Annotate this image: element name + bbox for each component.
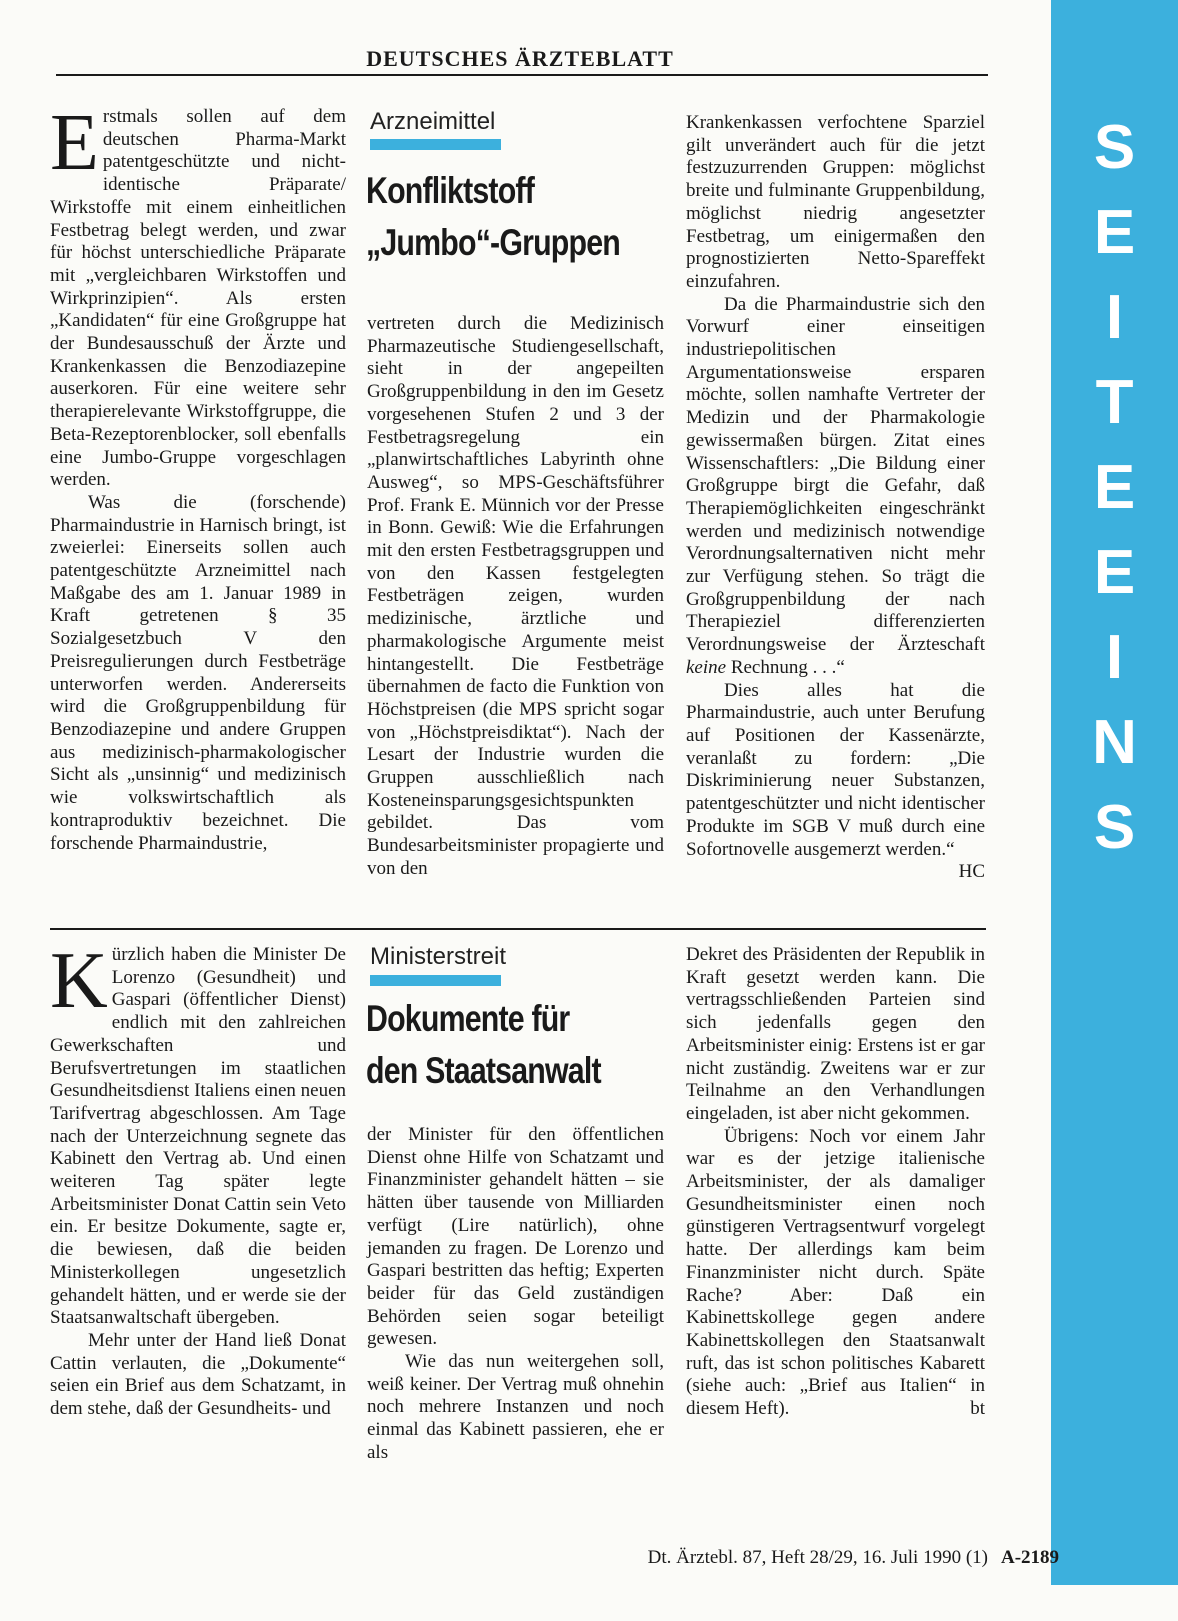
header-rule — [56, 74, 988, 76]
article1-paragraph: rstmals sollen auf dem deutschen Pharma-Markt patentgeschützte und nicht-identische Präparate/ Wirkstoffe mit einem einheitlichen Festbetrag belegt werden, und zwar für höchst unterschiedliche Präparate mit „vergleichbaren Wirkstoffen und Wirkprinzipien“. Als ersten „Kandidaten“ für eine Großgruppe hat der Bundesausschuß der Ärzte und Krankenkassen die Benzodiazepine auserkoren. Für eine weitere sehr therapierelevante Wirkstoffgruppe, die Beta-Rezeptorenblocker, soll ebenfalls eine Jumbo-Gruppe vorgeschlagen werden. — [50, 106, 346, 491]
emphasis: keine — [686, 656, 727, 678]
dropcap: K — [50, 937, 108, 1025]
article1-paragraph: vertreten durch die Medizinisch Pharmazeutische Studiengesellschaft, sieht in der angepeilten Großgruppenbildung in den im Gesetz vorgesehenen Stufen 2 und 3 der Festbetragsregelung ein „planwirtschaftliches Labyrinth ohne Ausweg“, so MPS-Geschäftsführer Prof. Frank E. Münnich vor der Presse in Bonn. Gewiß: Wie die Erfahrungen mit den ersten Festbetragsgruppen und von den Kassen festgelegten Festbeträgen zeigen, wurden medizinische, ärztliche und pharmakologische Argumente meist hintangestellt. Die Festbeträge übernahmen de facto die Funktion von Höchstpreisen (die MPS spricht sogar von „Höchstpreisdiktat“). Nach der Lesart der Industrie wurden die Gruppen ausschließlich nach Kosteneinsparungsgesichtspunkten gebildet. Das vom Bundesarbeitsminister propagierte und von den — [367, 313, 664, 879]
article2-paragraph: Mehr unter der Hand ließ Donat Cattin verlauten, die „Dokumente“ seien ein Brief aus dem Schatzamt, in dem stehe, daß der Gesundheits- und — [50, 1329, 346, 1420]
sidebar-letter: T — [1095, 368, 1134, 437]
sidebar-letter: E — [1093, 538, 1136, 607]
article2-paragraph: ürzlich haben die Minister De Lorenzo (Gesundheit) und Gaspari (öffentlicher Dienst) endlich mit den zahlreichen Gewerkschaften und Berufsvertretungen im staatlichen Gesundheitsdienst Italiens einen neuen Tarifvertrag abgeschlossen. Am Tage nach der Unterzeichnung segnete das Kabinett den Vertrag ab. Und einen weiteren Tag später legte Arbeitsminister Donat Cattin sein Veto ein. Er besitze Dokumente, sagte er, die bewiesen, daß die beiden Ministerkollegen ungesetzlich gehandelt hätten, und er werde sie der Staatsanwaltschaft übergeben. — [50, 944, 347, 1329]
article1-column2 — [367, 313, 664, 881]
page-number: A-2189 — [1001, 1547, 1060, 1568]
article2-paragraph: Übrigens: Noch vor einem Jahr war es der jetzige italienische Arbeitsminister, der als damaliger Gesundheitsminister einen noch günstigeren Vertragsentwurf vorgelegt hatte. Der allerdings kam beim Finanzminister nicht durch. Späte Rache? Aber: Daß ein Kabinettskollege gegen andere Kabinettskollegen den Staatsanwalt ruft, das ist schon politisches Kabarett (siehe auch: „Brief aus Italien“ in diesem Heft). — [686, 1125, 985, 1420]
headline-line: Konfliktstoff — [366, 170, 534, 211]
sidebar-letter: E — [1093, 453, 1136, 522]
sidebar-label — [1051, 105, 1178, 870]
article1-paragraph: Da die Pharmaindustrie sich den Vorwurf einer einseitigen industriepolitischen Argumentationsweise ersparen möchte, sollen namhafte Vertreter der Medizin und der Pharmakologie gewissermaßen bürgen. Zitat eines Wissenschaftlers: „Die Bildung einer Großgruppe birgt die Gefahr, daß Therapiemöglichkeiten eingeschränkt werden und medizinisch notwendige Verordnungsalternativen nicht mehr zur Verfügung stehen. So trägt die Großgruppenbildung der nach Therapieziel differenzierten Verordnungsweise der Ärzteschaft — [686, 293, 985, 656]
sidebar-letter: S — [1093, 793, 1136, 862]
article2-paragraph: Wie das nun weitergehen soll, weiß keiner. Der Vertrag muß ohnehin noch mehrere Instanzen und noch einmal das Kabinett passieren, ehe er als — [367, 1351, 664, 1463]
sidebar-letter: S — [1093, 113, 1136, 182]
article2-paragraph: Dekret des Präsidenten der Republik in Kraft gesetzt werden kann. Die vertragsschließenden Parteien sind sich jedenfalls gegen den Arbeitsminister einig: Erstens ist er gar nicht zuständig. Zweitens war er zur Teilnahme an den Verhandlungen eingeladen, ist aber nicht gekommen. — [686, 944, 985, 1124]
sidebar-letter: I — [1105, 283, 1124, 352]
kicker-accent-bar — [370, 975, 501, 986]
article1-column1 — [50, 99, 346, 855]
dropcap: E — [50, 99, 99, 187]
article2-kicker: Ministerstreit — [370, 943, 507, 970]
sidebar-letter: I — [1105, 623, 1124, 692]
article1-kicker: Arzneimittel — [370, 108, 496, 135]
article1-paragraph-end: Rechnung . . .“ — [730, 656, 845, 678]
journal-citation: Dt. Ärztebl. 87, Heft 28/29, 16. Juli 1990 (1) — [647, 1547, 988, 1568]
publication-title: DEUTSCHES ÄRZTEBLATT — [366, 46, 674, 71]
article-divider — [50, 928, 986, 930]
article1-paragraph: Was die (forschende) Pharmaindustrie in Harnisch bringt, ist zweierlei: Einerseits sollen auch patentgeschützte Arzneimittel nach Maßgabe des am 1. Januar 1989 in Kraft getretenen § 35 Sozialgesetzbuch V den Preisregulierungen durch Festbeträge unterworfen werden. Andererseits wird die Großgruppenbildung für Benzodiazepine und andere Gruppen aus medizinisch-pharmakologischer Sicht als „unsinnig“ und medizinisch wie volkswirtschaftlich als kontraproduktiv bezeichnet. Die forschende Pharmaindustrie, — [50, 491, 346, 854]
kicker-accent-bar — [370, 139, 501, 150]
article1-headline — [366, 165, 620, 269]
sidebar-banner — [1051, 0, 1178, 1585]
sidebar-letter: N — [1092, 708, 1137, 777]
article2-column2 — [367, 1124, 664, 1465]
article2-headline — [366, 993, 601, 1097]
sidebar-letter: E — [1093, 198, 1136, 267]
article2-column1 — [50, 937, 347, 1421]
article1-paragraph: Krankenkassen verfochtene Sparziel gilt unverändert auch für die jetzt festzuzurrenden Gruppen: möglichst breite und fulminante Gruppenbildung, möglichst niedrig angesetzter Festbetrag, um einigermaßen den prognostizierten Netto-Spareffekt einzufahren. — [686, 112, 985, 292]
headline-line: Dokumente für — [366, 998, 570, 1039]
article1-column3 — [686, 112, 985, 884]
headline-line: „Jumbo“-Gruppen — [366, 222, 621, 263]
headline-line: den Staatsanwalt — [366, 1050, 601, 1091]
author-initials: HC — [958, 861, 985, 883]
author-initials: bt — [970, 1398, 985, 1420]
article1-paragraph: Dies alles hat die Pharmaindustrie, auch unter Berufung auf Positionen der Kassenärzte, veranlaßt zu fordern: „Die Diskriminierung neuer Substanzen, patentgeschützter und nicht identischer Produkte im SGB V muß durch eine Sofortnovelle ausgemerzt werden.“ — [686, 679, 985, 860]
article2-column3 — [686, 944, 985, 1421]
article2-paragraph: der Minister für den öffentlichen Dienst ohne Hilfe von Schatzamt und Finanzminister gehandelt hätten – sie hätten über tausende von Milliarden verfügt (Lire natürlich), ohne jemanden zu fragen. De Lorenzo und Gaspari bestritten das heftig; Experten beider für das Geld zuständigen Behörden seien sogar beteiligt gewesen. — [367, 1124, 664, 1350]
